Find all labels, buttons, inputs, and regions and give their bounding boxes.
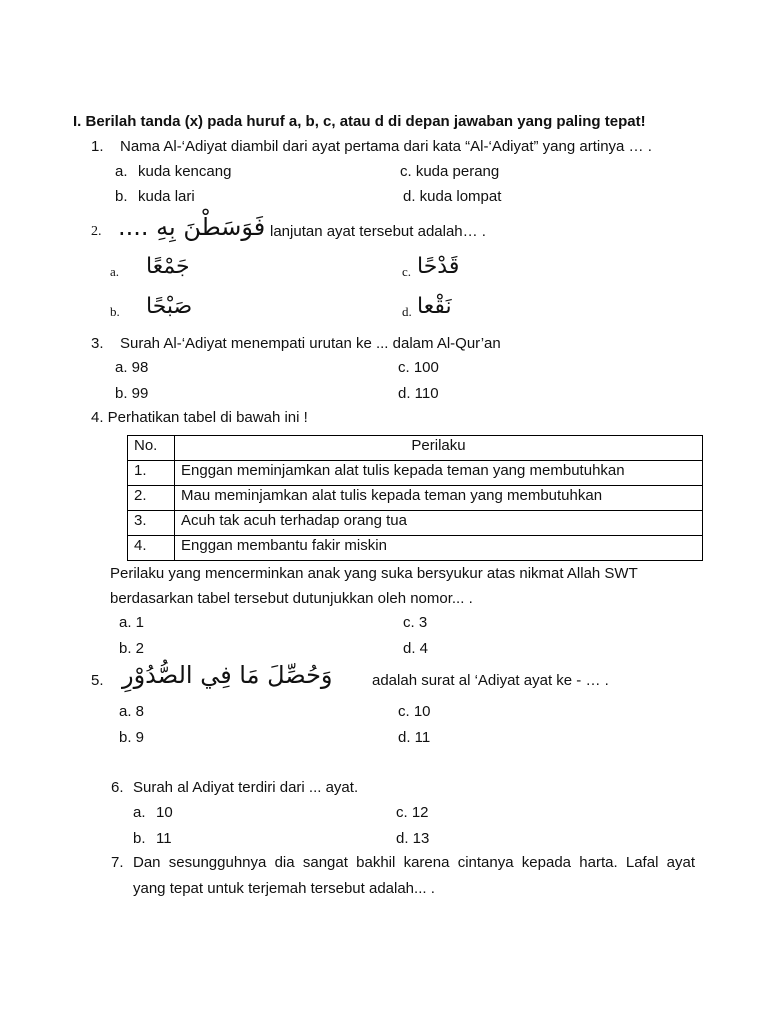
option-b-arabic: صَبْحًا bbox=[146, 294, 193, 319]
question-text: lanjutan ayat tersebut adalah… . bbox=[270, 223, 486, 240]
option-c: c. 12 bbox=[396, 804, 429, 821]
question-text: Nama Al-‘Adiyat diambil dari ayat pertama dari kata “Al-‘Adiyat” yang artinya … . bbox=[120, 138, 652, 155]
question-text: Surah Al-‘Adiyat menempati urutan ke ... dalam Al-Qur’an bbox=[120, 335, 501, 352]
option-c: c. 10 bbox=[398, 703, 431, 720]
option-a-text: 10 bbox=[156, 804, 173, 821]
question-arabic: وَحُصِّلَ مَا فِي الصُّدُوْرِ bbox=[122, 661, 333, 689]
table-cell-behavior: Enggan membantu fakir miskin bbox=[175, 536, 703, 561]
question-statement-line-1: Perilaku yang mencerminkan anak yang suka bersyukur atas nikmat Allah SWT bbox=[110, 565, 638, 582]
question-number: 7. bbox=[111, 854, 124, 871]
question-number: 2. bbox=[91, 224, 102, 239]
table-row bbox=[128, 511, 703, 536]
table-cell-behavior: Mau meminjamkan alat tulis kepada teman yang membutuhkan bbox=[175, 486, 703, 511]
table-cell-no: 3. bbox=[128, 511, 175, 536]
behavior-table bbox=[127, 435, 703, 561]
option-d-label: d. bbox=[402, 304, 412, 319]
question-arabic: فَوَسَطْنَ بِهِ .... bbox=[118, 213, 266, 241]
option-d: d. 110 bbox=[398, 385, 439, 402]
option-c: c. 100 bbox=[398, 359, 439, 376]
option-b: b. 99 bbox=[115, 385, 149, 402]
question-text-line-1: Dan sesungguhnya dia sangat bakhil karena cintanya kepada harta. Lafal ayat bbox=[133, 854, 695, 871]
option-d-arabic: نَقْعا bbox=[417, 294, 452, 319]
table-cell-no: 2. bbox=[128, 486, 175, 511]
table-cell-no: 4. bbox=[128, 536, 175, 561]
option-b: b. 2 bbox=[119, 640, 145, 657]
table-row bbox=[128, 461, 703, 486]
table-row bbox=[128, 536, 703, 561]
option-a-text: kuda kencang bbox=[138, 163, 232, 180]
option-a: a. 8 bbox=[119, 703, 145, 720]
option-b-label: b. bbox=[110, 304, 120, 319]
option-c: c. kuda perang bbox=[400, 163, 500, 180]
question-text-line-2: yang tepat untuk terjemah tersebut adalah... . bbox=[133, 880, 435, 897]
table-header-no: No. bbox=[128, 436, 175, 461]
option-d: d. kuda lompat bbox=[403, 188, 502, 205]
option-d: d. 4 bbox=[403, 640, 429, 657]
question-number: 5. bbox=[91, 672, 104, 689]
question-number: 6. bbox=[111, 779, 124, 796]
option-a-label: a. bbox=[133, 804, 146, 821]
option-a-label: a. bbox=[115, 163, 128, 180]
table-cell-behavior: Enggan meminjamkan alat tulis kepada teman yang membutuhkan bbox=[175, 461, 703, 486]
option-b-label: b. bbox=[133, 830, 146, 847]
question-statement-line-2: berdasarkan tabel tersebut dutunjukkan oleh nomor... . bbox=[110, 590, 473, 607]
option-c-label: c. bbox=[402, 264, 412, 279]
question-number: 3. bbox=[91, 335, 104, 352]
option-b-text: kuda lari bbox=[138, 188, 195, 205]
option-c: c. 3 bbox=[403, 614, 428, 631]
option-b-label: b. bbox=[115, 188, 128, 205]
option-d: d. 11 bbox=[398, 729, 431, 746]
table-header-row bbox=[128, 436, 703, 461]
option-a-label: a. bbox=[110, 264, 120, 279]
option-b-text: 11 bbox=[156, 830, 172, 847]
question-text: adalah surat al ‘Adiyat ayat ke - … . bbox=[372, 672, 609, 689]
question-text: Surah al Adiyat terdiri dari ... ayat. bbox=[133, 779, 359, 796]
question-number: 1. bbox=[91, 138, 104, 155]
option-d: d. 13 bbox=[396, 830, 430, 847]
option-c-arabic: قَدْحًا bbox=[417, 254, 460, 279]
option-a: a. 1 bbox=[119, 614, 145, 631]
question-text: 4. Perhatikan tabel di bawah ini ! bbox=[91, 409, 308, 426]
table-header-behavior: Perilaku bbox=[175, 436, 703, 461]
option-b: b. 9 bbox=[119, 729, 145, 746]
table-row bbox=[128, 486, 703, 511]
option-a-arabic: جَمْعًا bbox=[146, 254, 190, 279]
instruction-heading: I. Berilah tanda (x) pada huruf a, b, c, atau d di depan jawaban yang paling tepat! bbox=[73, 113, 646, 130]
option-a: a. 98 bbox=[115, 359, 149, 376]
table-cell-behavior: Acuh tak acuh terhadap orang tua bbox=[175, 511, 703, 536]
table-cell-no: 1. bbox=[128, 461, 175, 486]
